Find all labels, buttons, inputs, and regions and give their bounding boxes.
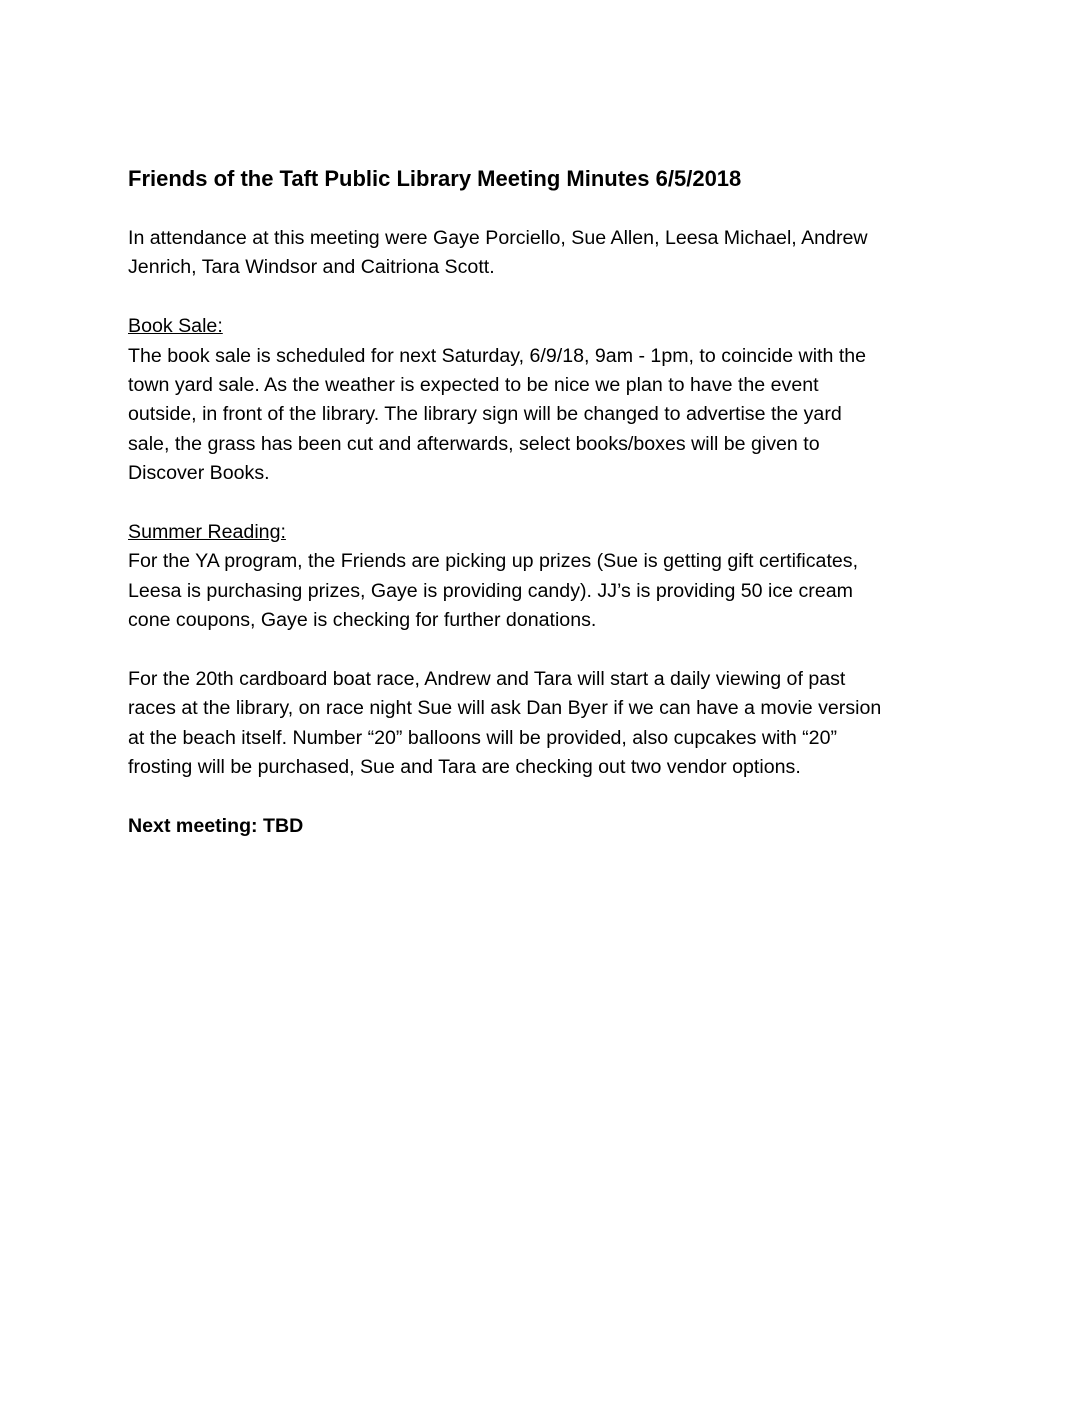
boat-race-paragraph xyxy=(128,665,958,783)
book-sale-line: town yard sale. As the weather is expected to be nice we plan to have the event xyxy=(128,374,819,397)
summer-reading-line: Leesa is purchasing prizes, Gaye is providing candy). JJ’s is providing 50 ice cream xyxy=(128,579,853,602)
boat-race-line: For the 20th cardboard boat race, Andrew and Tara will start a daily viewing of past xyxy=(128,668,846,691)
document-title: Friends of the Taft Public Library Meeting Minutes 6/5/2018 xyxy=(128,166,742,191)
next-meeting: Next meeting: TBD xyxy=(128,815,304,838)
boat-race-line: frosting will be purchased, Sue and Tara are checking out two vendor options. xyxy=(128,756,801,779)
book-sale-line: sale, the grass has been cut and afterwards, select books/boxes will be given to xyxy=(128,432,820,455)
document-page xyxy=(128,162,958,841)
summer-reading-heading: Summer Reading: xyxy=(128,521,286,544)
book-sale-line: outside, in front of the library. The library sign will be changed to advertise the yard xyxy=(128,403,842,426)
summer-reading-section xyxy=(128,518,958,636)
book-sale-section xyxy=(128,312,958,488)
book-sale-heading: Book Sale: xyxy=(128,315,223,338)
book-sale-line: The book sale is scheduled for next Saturday, 6/9/18, 9am - 1pm, to coincide with the xyxy=(128,344,867,367)
attendance-line: In attendance at this meeting were Gaye Porciello, Sue Allen, Leesa Michael, Andrew xyxy=(128,227,868,249)
book-sale-line: Discover Books. xyxy=(128,462,270,485)
summer-reading-line: For the YA program, the Friends are picking up prizes (Sue is getting gift certificates, xyxy=(128,550,859,573)
attendance-line: Jenrich, Tara Windsor and Caitriona Scott. xyxy=(128,256,495,279)
attendance-paragraph xyxy=(128,224,958,283)
boat-race-line: at the beach itself. Number “20” balloons will be provided, also cupcakes with “20” xyxy=(128,726,838,749)
summer-reading-line: cone coupons, Gaye is checking for further donations. xyxy=(128,609,597,632)
boat-race-line: races at the library, on race night Sue will ask Dan Byer if we can have a movie version xyxy=(128,697,882,720)
